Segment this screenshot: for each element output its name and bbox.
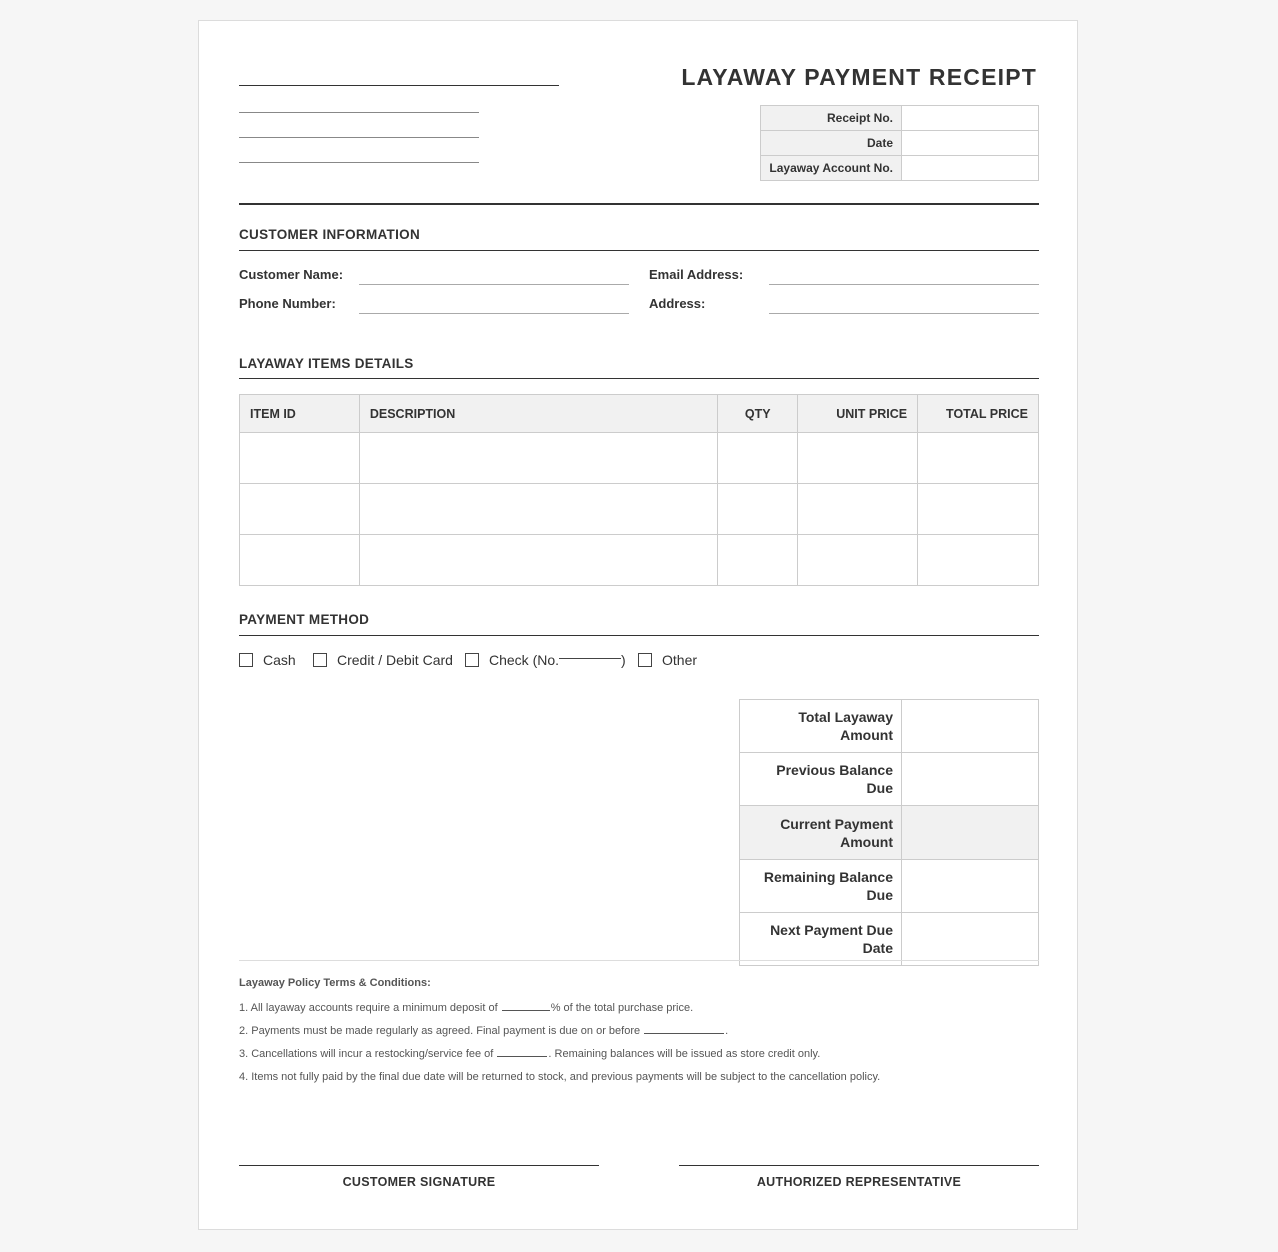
total-price-cell[interactable] (918, 433, 1039, 484)
payment-option-card[interactable] (313, 652, 453, 668)
summary-row-previous-balance (740, 753, 1039, 806)
table-row (240, 535, 1039, 586)
payment-option-check[interactable] (465, 652, 626, 668)
email-field[interactable] (769, 284, 1039, 285)
next-due-date-value[interactable] (902, 913, 1039, 966)
card-label: Credit / Debit Card (337, 652, 453, 668)
item-id-cell[interactable] (240, 433, 360, 484)
terms-2-text: 2. Payments must be made regularly as agreed. Final payment is due on or before (239, 1025, 644, 1037)
payment-option-other[interactable] (638, 652, 697, 668)
card-checkbox[interactable] (313, 653, 327, 667)
previous-balance-label: Previous Balance Due (740, 753, 902, 806)
next-due-date-label: Next Payment Due Date (740, 913, 902, 966)
item-id-cell[interactable] (240, 484, 360, 535)
previous-balance-value[interactable] (902, 753, 1039, 806)
qty-cell[interactable] (718, 433, 798, 484)
items-table (239, 394, 1039, 586)
email-label: Email Address: (649, 267, 744, 282)
customer-signature-label: CUSTOMER SIGNATURE (342, 1175, 496, 1189)
col-header-description: DESCRIPTION (359, 395, 717, 433)
final-due-date-field[interactable] (644, 1024, 724, 1034)
account-no-value[interactable] (902, 156, 1039, 181)
terms-title: Layaway Policy Terms & Conditions: (239, 977, 431, 989)
company-address-line-2[interactable] (239, 137, 479, 138)
receipt-meta-table (760, 105, 1039, 181)
items-header-row (240, 395, 1039, 433)
current-payment-label: Current Payment Amount (740, 806, 902, 860)
customer-section-rule (239, 250, 1039, 251)
date-label: Date (761, 131, 902, 156)
check-label: Check (No. (489, 652, 560, 668)
unit-price-cell[interactable] (798, 433, 918, 484)
other-label: Other (662, 652, 698, 668)
terms-item-3 (239, 1047, 820, 1060)
unit-price-cell[interactable] (798, 535, 918, 586)
description-cell[interactable] (359, 433, 717, 484)
meta-row-date (761, 131, 1039, 156)
header-divider (239, 203, 1039, 205)
meta-row-receipt-no (761, 106, 1039, 131)
summary-row-next-due-date (740, 913, 1039, 966)
description-cell[interactable] (359, 535, 717, 586)
terms-3-text-end: . Remaining balances will be issued as store credit only. (548, 1048, 821, 1060)
account-no-label: Layaway Account No. (761, 156, 902, 181)
terms-item-2 (239, 1024, 728, 1037)
receipt-no-label: Receipt No. (761, 106, 902, 131)
summary-row-remaining-balance (740, 860, 1039, 913)
meta-row-account-no (761, 156, 1039, 181)
col-header-unit-price: UNIT PRICE (798, 395, 918, 433)
terms-1-text: 1. All layaway accounts require a minimum deposit of (239, 1002, 501, 1014)
customer-signature-line[interactable] (239, 1165, 599, 1166)
check-number-field[interactable] (559, 658, 621, 659)
representative-signature-label: AUTHORIZED REPRESENTATIVE (756, 1175, 962, 1189)
summary-row-total (740, 700, 1039, 753)
col-header-qty: QTY (718, 395, 798, 433)
payment-option-cash[interactable] (239, 652, 296, 668)
table-row (240, 484, 1039, 535)
restocking-fee-field[interactable] (497, 1047, 547, 1057)
terms-1-text-end: % of the total purchase price. (550, 1002, 694, 1014)
col-header-total-price: TOTAL PRICE (918, 395, 1039, 433)
receipt-page (198, 20, 1078, 1230)
address-label: Address: (649, 296, 706, 311)
total-price-cell[interactable] (918, 535, 1039, 586)
representative-signature-line[interactable] (679, 1165, 1039, 1166)
col-header-item-id: ITEM ID (240, 395, 360, 433)
payment-section-title: PAYMENT METHOD (239, 612, 370, 627)
terms-divider (239, 960, 1039, 961)
current-payment-value[interactable] (902, 806, 1039, 860)
company-address-line-1[interactable] (239, 112, 479, 113)
total-price-cell[interactable] (918, 484, 1039, 535)
document-title: LAYAWAY PAYMENT RECEIPT (681, 64, 1037, 90)
receipt-no-value[interactable] (902, 106, 1039, 131)
date-value[interactable] (902, 131, 1039, 156)
payment-summary-table (739, 699, 1039, 966)
total-amount-label: Total Layaway Amount (740, 700, 902, 753)
qty-cell[interactable] (718, 535, 798, 586)
customer-section-title: CUSTOMER INFORMATION (239, 227, 420, 242)
item-id-cell[interactable] (240, 535, 360, 586)
phone-field[interactable] (359, 313, 629, 314)
phone-label: Phone Number: (239, 296, 336, 311)
qty-cell[interactable] (718, 484, 798, 535)
company-address-line-3[interactable] (239, 162, 479, 163)
summary-row-current-payment (740, 806, 1039, 860)
customer-name-field[interactable] (359, 284, 629, 285)
remaining-balance-value[interactable] (902, 860, 1039, 913)
customer-name-label: Customer Name: (239, 267, 344, 282)
terms-item-4: 4. Items not fully paid by the final due date will be returned to stock, and previous payments will be subject to the cancellation policy. (239, 1071, 881, 1083)
terms-2-text-end: . (725, 1025, 729, 1037)
company-name-line[interactable] (239, 85, 559, 86)
remaining-balance-label: Remaining Balance Due (740, 860, 902, 913)
check-label-suffix: ) (621, 652, 626, 668)
cash-checkbox[interactable] (239, 653, 253, 667)
unit-price-cell[interactable] (798, 484, 918, 535)
terms-item-1 (239, 1001, 693, 1014)
address-field[interactable] (769, 313, 1039, 314)
cash-label: Cash (263, 652, 296, 668)
payment-section-rule (239, 635, 1039, 636)
deposit-percent-field[interactable] (502, 1001, 550, 1011)
table-row (240, 433, 1039, 484)
items-section-title: LAYAWAY ITEMS DETAILS (239, 356, 414, 371)
total-amount-value[interactable] (902, 700, 1039, 753)
check-checkbox[interactable] (465, 653, 479, 667)
terms-3-text: 3. Cancellations will incur a restocking/service fee of (239, 1048, 497, 1060)
other-checkbox[interactable] (638, 653, 652, 667)
description-cell[interactable] (359, 484, 717, 535)
items-section-rule (239, 378, 1039, 379)
